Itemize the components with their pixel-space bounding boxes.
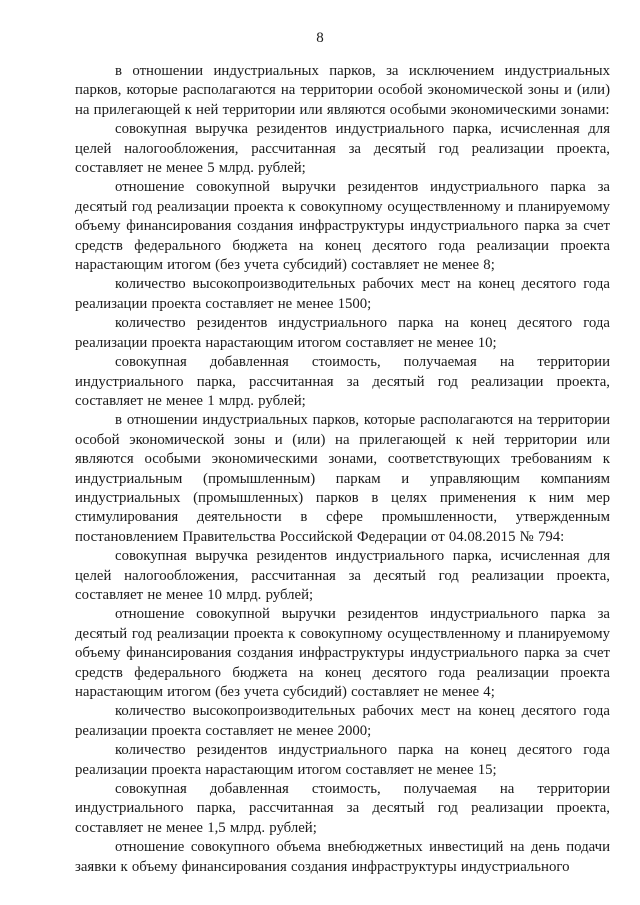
paragraph: совокупная добавленная стоимость, получаемая на территории индустриального парка, рассчитанная за десятый год реализации проекта, составляет не менее 1 млрд. рублей; [75,354,610,409]
paragraph: количество резидентов индустриального парка на конец десятого года реализации проекта нарастающим итогом составляет не менее 10; [75,315,610,351]
paragraph: в отношении индустриальных парков, которые располагаются на территории особой экономической зоны и (или) на прилегающей к ней территории или являются особыми экономическими зонами, соответствующих требованиям к индустриальным (промышленным) паркам и управляющим компаниям индустриальных (промышленных) парков в целях применения к ним мер стимулирования деятельности в сфере промышленности, утвержденным постановлением Правительства Российской Федерации от 04.08.2015 № 794: [75,412,610,545]
paragraph: совокупная выручка резидентов индустриального парка, исчисленная для целей налогообложения, рассчитанная за десятый год реализации проекта, составляет не менее 10 млрд. рублей; [75,548,610,603]
paragraph: количество резидентов индустриального парка на конец десятого года реализации проекта нарастающим итогом составляет не менее 15; [75,742,610,778]
page-number: 8 [316,30,324,46]
paragraph: совокупная добавленная стоимость, получаемая на территории индустриального парка, рассчитанная за десятый год реализации проекта, составляет не менее 1,5 млрд. рублей; [75,781,610,836]
document-body [75,62,610,877]
paragraph: количество высокопроизводительных рабочих мест на конец десятого года реализации проекта составляет не менее 2000; [75,703,610,739]
paragraph: количество высокопроизводительных рабочих мест на конец десятого года реализации проекта составляет не менее 1500; [75,276,610,312]
paragraph: в отношении индустриальных парков, за исключением индустриальных парков, которые располагаются на территории особой экономической зоны и (или) на прилегающей к ней территории или являются особыми экономическими зонами: [75,63,610,118]
paragraph: совокупная выручка резидентов индустриального парка, исчисленная для целей налогообложения, рассчитанная за десятый год реализации проекта, составляет не менее 5 млрд. рублей; [75,121,610,177]
paragraph: отношение совокупной выручки резидентов индустриального парка за десятый год реализации проекта к совокупному осуществленному и планируемому объему финансирования создания инфраструктуры индустриального парка за счет средств федерального бюджета на конец десятого года реализации проекта нарастающим итогом (без учета субсидий) составляет не менее 4; [75,606,610,700]
paragraph: отношение совокупной выручки резидентов индустриального парка за десятый год реализации проекта к совокупному осуществленному и планируемому объему финансирования создания инфраструктуры индустриального парка за счет средств федерального бюджета на конец десятого года реализации проекта нарастающим итогом (без учета субсидий) составляет не менее 8; [75,179,610,274]
paragraph: отношение совокупного объема внебюджетных инвестиций на день подачи заявки к объему финансирования создания инфраструктуры индустриального [75,839,610,875]
